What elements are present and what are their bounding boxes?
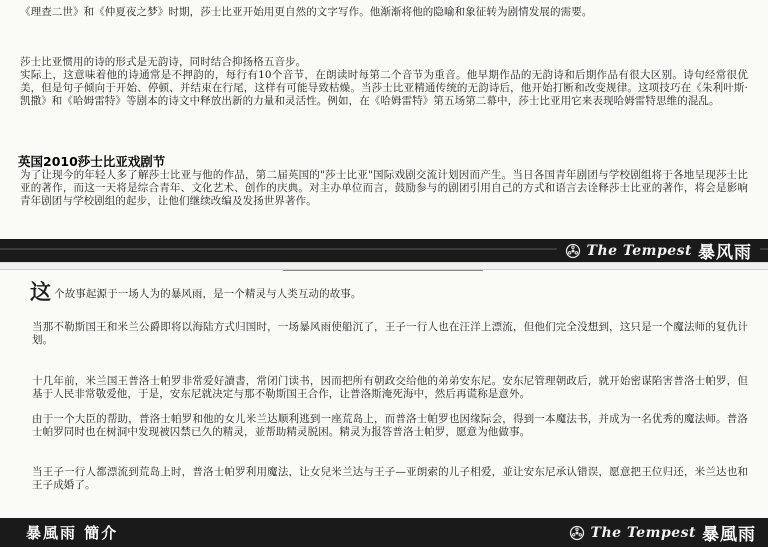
page-separator <box>0 262 768 270</box>
verse-detail-text: 实际上，这意味着他的诗通常是不押韵的，每行有10个音节，在朗读时每第二个音节为重音。他早期作品的无韵诗和后期作品有很大区别。诗句经常很优美，但是句子倾向于开始、停顿、并结束在行尾，这样有可能导致枯燥。当莎士比亚精通传统的无韵诗后，他开始打断和改变规律。这项技巧在《朱利叶斯·凯撒》和《哈姆雷特》等剧本的诗文中释放出新的力量和灵活性。例如，在《哈姆雷特》第五场第二幕中，莎士比亚用它来表现哈姆雷特思维的混乱。 <box>20 69 748 107</box>
intro-paragraph <box>20 6 748 19</box>
top-rule <box>283 270 483 271</box>
film-reel-icon <box>565 243 581 259</box>
brand-chinese-title: 暴風雨 <box>702 525 756 545</box>
festival-text: 为了让现今的年轻人多了解莎士比亚与他的作品，第二届英国的"莎士比亚"国际戏剧交流计划因而产生。当日各国青年剧团与学校剧组将于各地呈现莎士比亚的著作，而这一天将是综合青年、文化艺术、创作的庆典。对主办单位而言，鼓励参与的剧团引用自己的方式和语言去诠释莎士比亚的著作，将会是影响青年剧团与学校剧组的起步，让他们继续改编及发扬世界著作。 <box>20 169 748 207</box>
story-paragraph-2 <box>32 375 748 401</box>
brand-english-title: The Tempest <box>590 524 696 541</box>
story-paragraph-4 <box>32 466 748 492</box>
story-text-2: 十几年前，米兰国王普洛士帕罗非常爱好讀書，常闭门读书，因而把所有朝政交给他的弟弟安东尼。安东尼管理朝政后，就开始密谋陷害普洛士帕罗，但基于人民非常敬爱他，于是，安东尼就决定与那不勒斯国王合作，让普洛斯淹死海中，然后再谎称是意外。 <box>32 375 748 400</box>
tempest-brand <box>557 240 760 261</box>
festival-paragraph <box>20 169 748 208</box>
verse-form-paragraph <box>20 56 748 69</box>
top-banner <box>0 239 768 262</box>
drop-cap: 这 <box>30 280 52 304</box>
story-lead-line <box>30 280 750 304</box>
bottom-banner <box>0 518 768 547</box>
story-paragraph-1 <box>32 321 748 347</box>
brand-chinese-title: 暴风雨 <box>698 243 752 262</box>
story-lead-text: 个故事起源于一场人为的暴风雨，是一个精灵与人类互动的故事。 <box>54 288 362 300</box>
story-text-3: 由于一个大臣的帮助，普洛士帕罗和他的女儿米兰达顺利逃到一座荒岛上，而普洛士帕罗也因缘际会，得到一本魔法书，并成为一名优秀的魔法师。普洛士帕罗同时也在树洞中发现被囚禁已久的精灵，並帮助精灵脱困。精灵为报答普洛士帕罗，愿意为他做事。 <box>32 413 748 438</box>
story-text-1: 当那不勒斯国王和米兰公爵即将以海陆方式归国时，一场暴风雨使船沉了，王子一行人也在汪洋上漂流，但他们完全没想到，这只是一个魔法师的复仇计划。 <box>32 321 748 346</box>
story-lead-paragraph <box>30 280 750 304</box>
story-text-4: 当王子一行人都漂流到荒岛上时，普洛士帕罗利用魔法，让女兒米兰达与王子—亚朗索的儿子相爱，並让安东尼承认错误，愿意把王位归还，米兰达也和王子成婚了。 <box>32 466 748 491</box>
bottom-page <box>0 270 768 547</box>
brand-english-title: The Tempest <box>586 242 692 259</box>
tempest-brand-bottom <box>561 522 764 543</box>
film-reel-icon <box>569 525 585 541</box>
verse-detail-paragraph <box>20 69 748 108</box>
verse-form-text: 莎士比亚惯用的诗的形式是无韵诗，同时结合抑扬格五音步。 <box>20 56 307 68</box>
story-paragraph-3 <box>32 413 748 439</box>
top-page <box>0 0 768 262</box>
festival-heading: 英国2010莎士比亚戏剧节 <box>18 154 166 169</box>
synopsis-title: 暴風雨 簡介 <box>26 524 119 542</box>
intro-text: 《理查二世》和《仲夏夜之梦》时期，莎士比亚开始用更自然的文字写作。他渐渐将他的隐喻和象征转为剧情发展的需要。 <box>20 6 593 18</box>
